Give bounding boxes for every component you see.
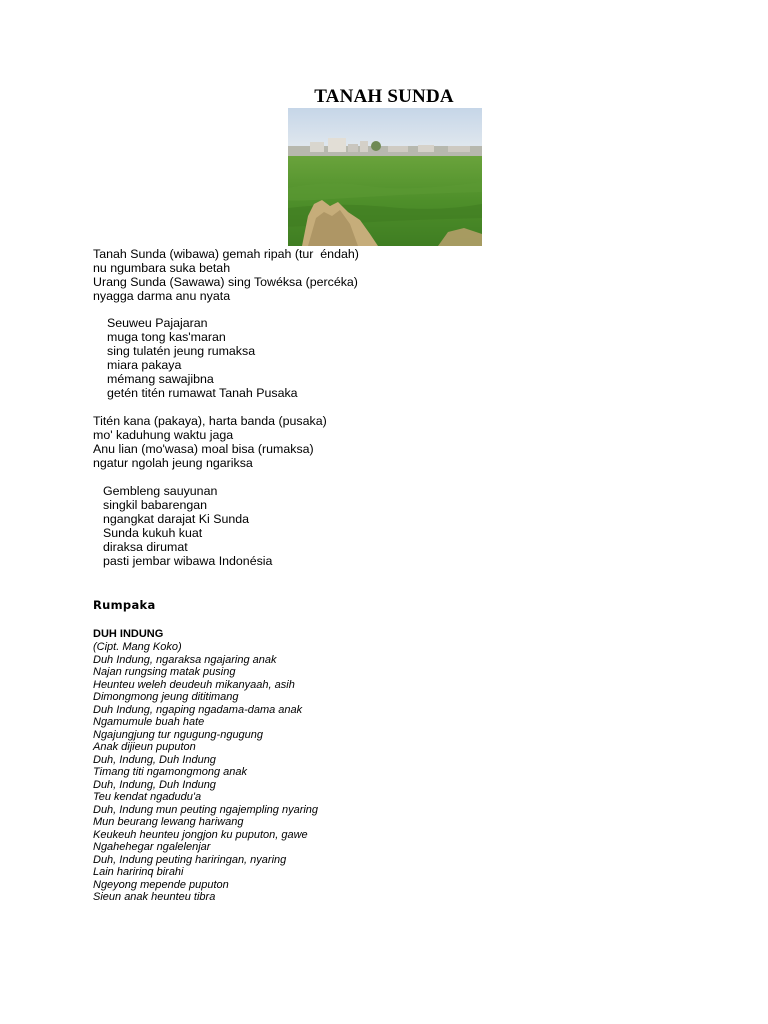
lyric-line: Duh, Indung, Duh Indung	[93, 753, 216, 766]
verse-line: Titén kana (pakaya), harta banda (pusaka)	[93, 414, 327, 428]
lyric-line: Keukeuh heunteu jongjon ku puputon, gawe	[93, 828, 308, 841]
lyric-line: Ngajungjung tur ngugung-ngugung	[93, 728, 264, 741]
verse-line: Tanah Sunda (wibawa) gemah ripah (tur éndah)	[93, 247, 359, 261]
lyric-line: Heunteu weleh deudeuh mikanyaah, asih	[93, 678, 295, 691]
lyric-line: Najan rungsing matak pusing	[93, 666, 236, 678]
refrain-line: ngangkat darajat Ki Sunda	[103, 512, 250, 526]
lyric-line: Duh, Indung, Duh Indung	[93, 778, 216, 791]
refrain-line: muga tong kas'maran	[107, 330, 226, 344]
lyric-line: Timang titi ngamongmong anak	[93, 766, 247, 778]
lyric-line: Sieun anak heunteu tibra	[93, 891, 216, 903]
lyric-line: Duh Indung, ngaping ngadama-dama anak	[93, 703, 303, 716]
song-lyrics	[93, 641, 318, 904]
refrain-line: pasti jembar wibawa Indonésia	[103, 554, 273, 568]
verse-line: nyagga darma anu nyata	[93, 289, 231, 303]
rice-field-photo	[288, 108, 482, 246]
lyric-line: Ngahehegar ngalelenjar	[93, 841, 211, 853]
refrain-1	[107, 316, 298, 400]
song-title: DUH INDUNG	[93, 628, 164, 640]
verse-2	[93, 414, 327, 470]
lyric-line: Lain haririnq birahi	[93, 866, 184, 878]
verse-line: ngatur ngolah jeung ngariksa	[93, 456, 253, 470]
lyric-line: Anak dijieun puputon	[93, 741, 196, 753]
lyric-line: Dimongmong jeung dititimang	[93, 691, 239, 703]
refrain-line: mémang sawajibna	[107, 372, 214, 386]
refrain-line: getén titén rumawat Tanah Pusaka	[107, 386, 298, 400]
verse-line: Urang Sunda (Sawawa) sing Towéksa (percéka)	[93, 275, 358, 289]
verse-1	[93, 247, 359, 303]
lyric-line: Teu kendat ngadudu'a	[93, 791, 202, 803]
lyric-line: (Cipt. Mang Koko)	[93, 641, 182, 653]
refrain-line: Sunda kukuh kuat	[103, 526, 203, 540]
lyric-line: Duh, Indung peuting hariringan, nyaring	[93, 853, 287, 866]
lyric-line: Ngamumule buah hate	[93, 716, 205, 728]
section-heading: Rumpaka	[93, 598, 156, 612]
refrain-line: miara pakaya	[107, 358, 182, 372]
refrain-line: sing tulatén jeung rumaksa	[107, 344, 256, 358]
refrain-line: singkil babarengan	[103, 498, 208, 512]
refrain-line: Gembleng sauyunan	[103, 484, 218, 498]
lyric-line: Ngeyong mepende puputon	[93, 878, 229, 891]
page-title: TANAH SUNDA	[314, 86, 454, 107]
verse-line: nu ngumbara suka betah	[93, 261, 231, 275]
verse-line: Anu lian (mo'wasa) moal bisa (rumaksa)	[93, 442, 314, 456]
refrain-line: diraksa dirumat	[103, 540, 188, 554]
verse-line: mo' kaduhung waktu jaga	[93, 428, 234, 442]
refrain-2	[103, 484, 272, 568]
refrain-line: Seuweu Pajajaran	[107, 316, 208, 330]
lyric-line: Duh Indung, ngaraksa ngajaring anak	[93, 653, 277, 666]
lyric-line: Duh, Indung mun peuting ngajempling nyaring	[93, 803, 319, 816]
lyric-line: Mun beurang lewang hariwang	[93, 816, 244, 828]
